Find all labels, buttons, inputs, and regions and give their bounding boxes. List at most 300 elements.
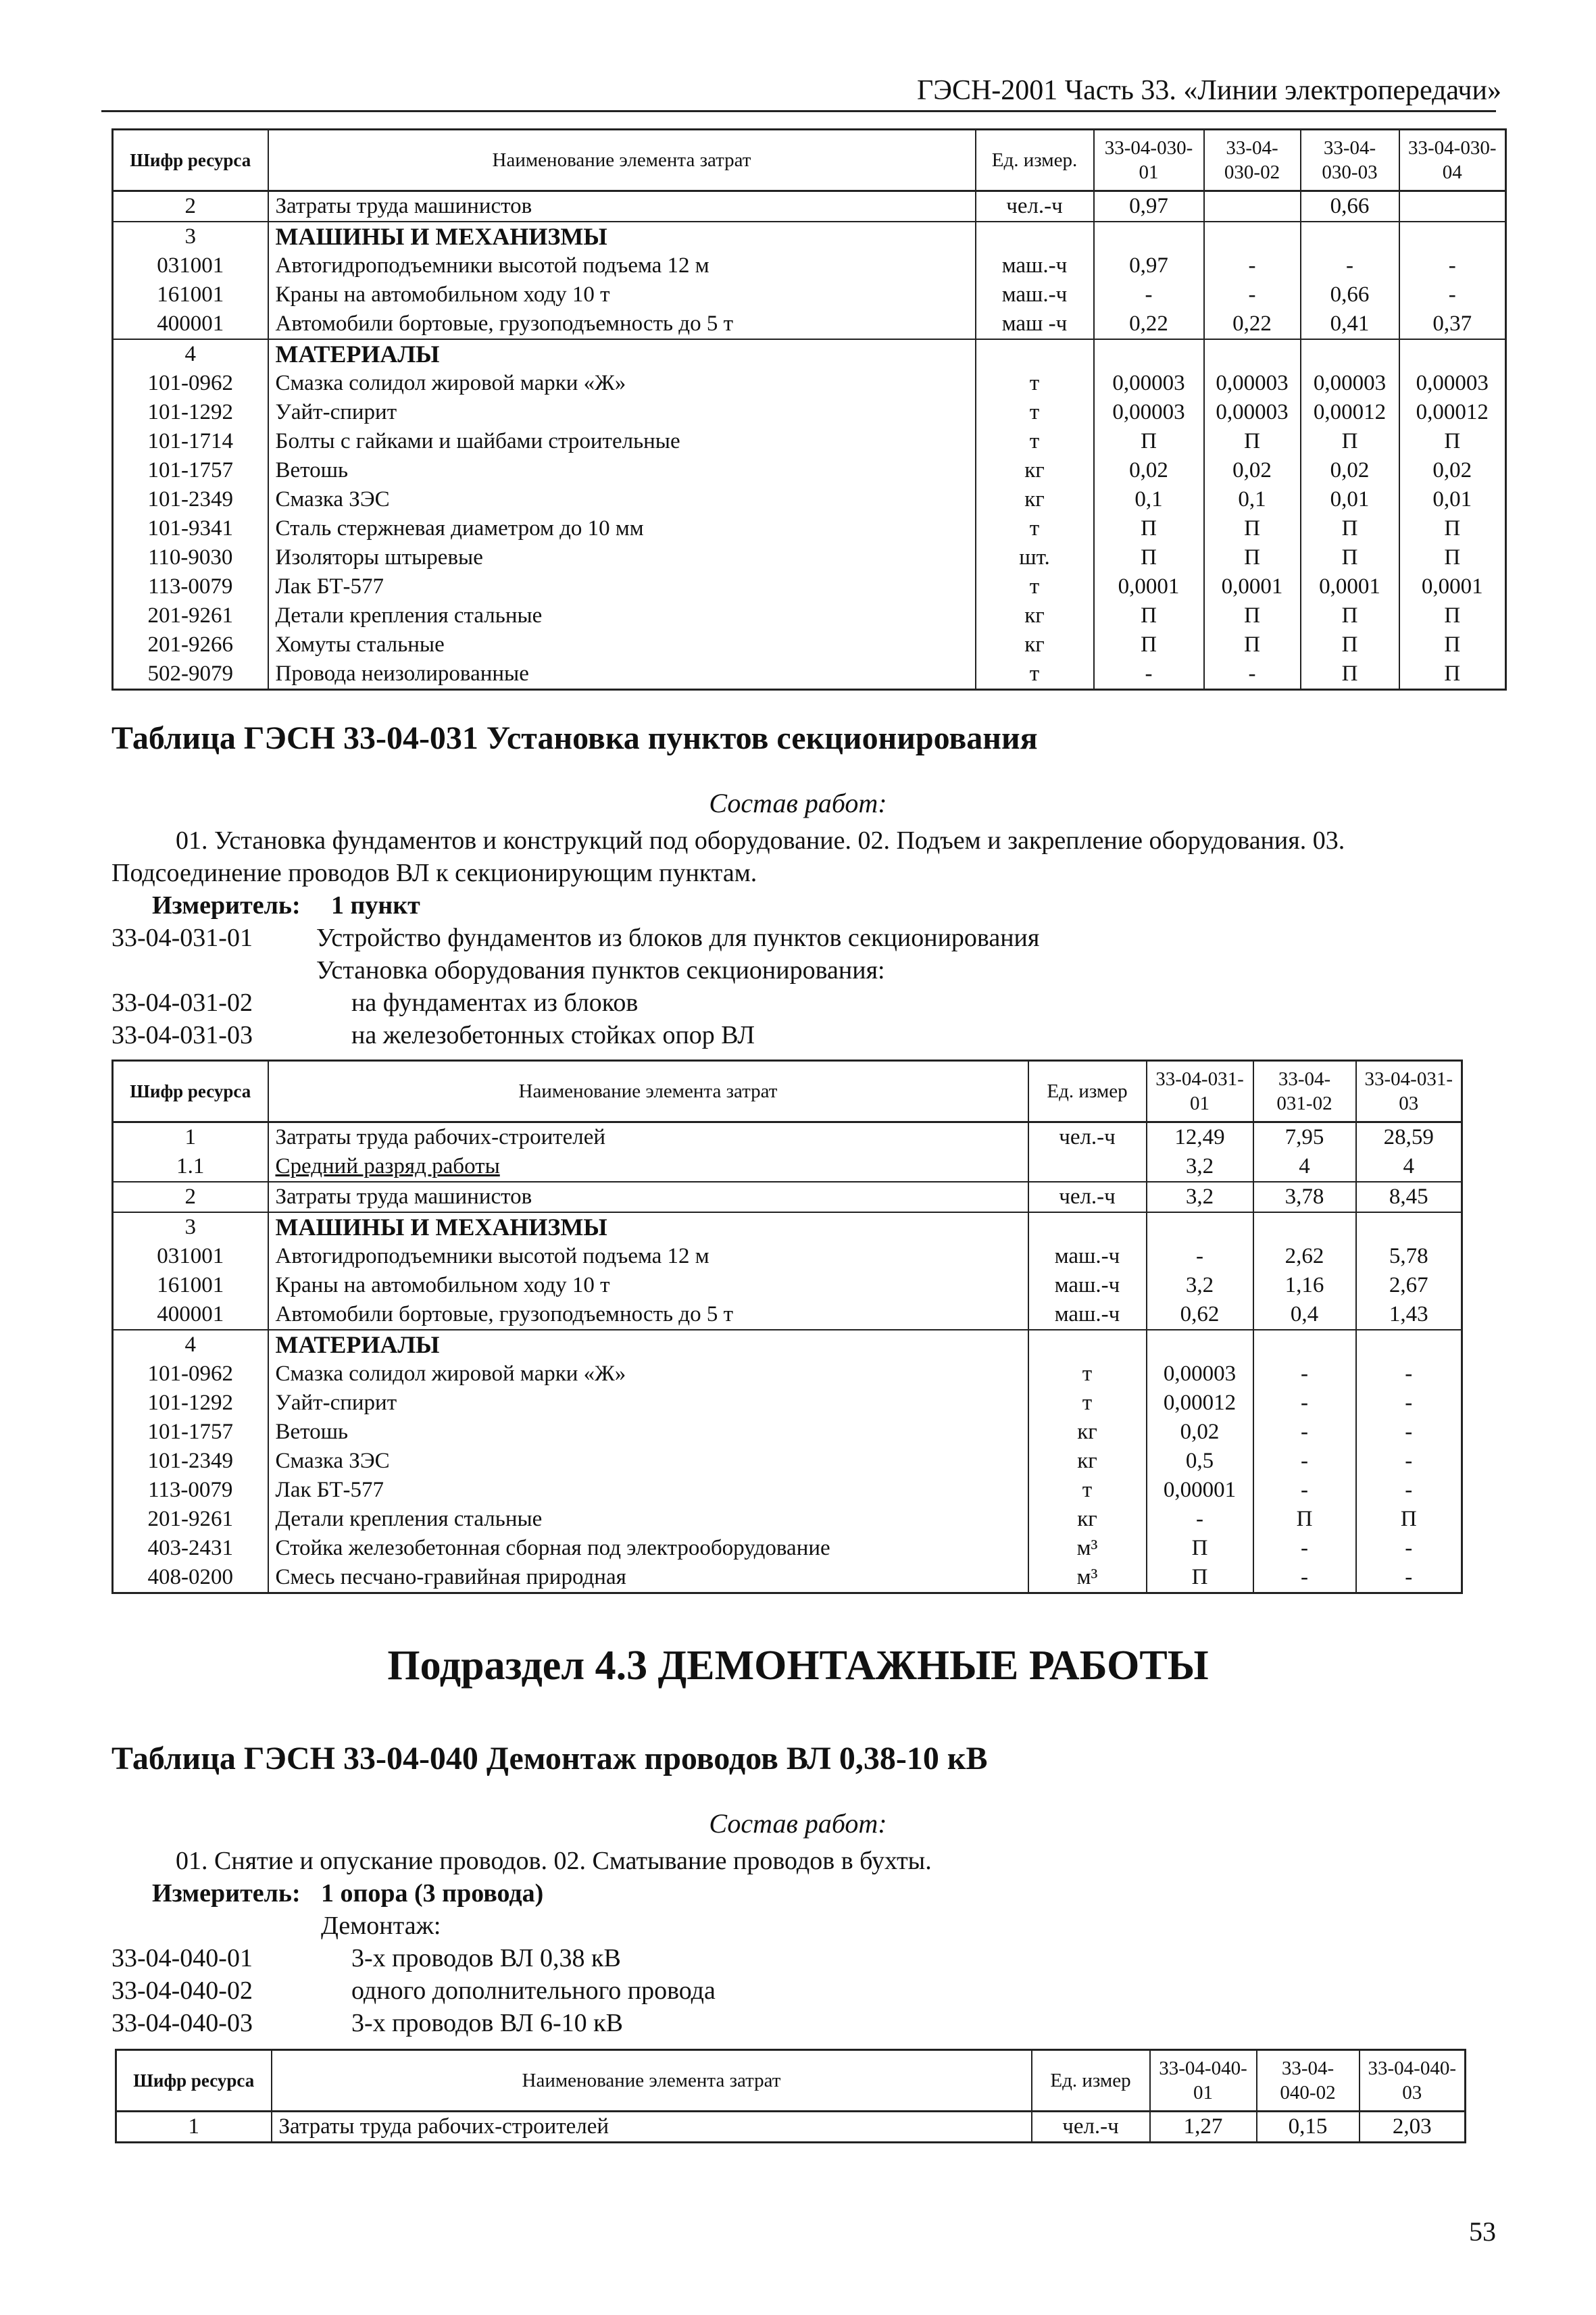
cell-value: 0,37 [1399,309,1506,339]
cell-unit [976,222,1094,251]
cell-code: 101-0962 [113,369,268,398]
cell-value: - [1253,1534,1356,1563]
col-header-name: Наименование элемента затрат [268,1061,1028,1122]
cell-code: 031001 [113,1242,268,1271]
col-header-name: Наименование элемента затрат [272,2050,1032,2112]
cell-value: - [1356,1360,1462,1389]
cell-code: 1.1 [113,1152,268,1182]
cell-value: 5,78 [1356,1242,1462,1271]
table-row [113,251,1506,280]
cell-value: 0,02 [1204,456,1301,485]
cell-unit: кг [1028,1418,1147,1447]
cell-unit: кг [1028,1447,1147,1476]
cell-value: 0,66 [1301,280,1399,309]
table-row [113,1476,1462,1505]
cell-code: 101-1757 [113,456,268,485]
composition-label: Состав работ: [709,788,887,818]
cell-unit: т [976,427,1094,456]
cell-value [1399,222,1506,251]
cell-value: 0,97 [1094,251,1204,280]
cell-value: 0,00003 [1204,398,1301,427]
cell-name: Затраты труда машинистов [268,1182,1028,1212]
cell-unit: маш.-ч [1028,1242,1147,1271]
cell-code: 2 [113,191,268,222]
cell-unit: м³ [1028,1534,1147,1563]
cell-value: 0,02 [1147,1418,1253,1447]
cell-unit: чел.-ч [1032,2112,1150,2143]
cell-unit: т [976,572,1094,601]
cell-value: - [1204,251,1301,280]
cell-name: Смазка ЗЭС [268,1447,1028,1476]
cell-value: П [1301,601,1399,630]
cell-value: 3,2 [1147,1152,1253,1182]
cell-value [1253,1330,1356,1360]
cell-value: П [1399,659,1506,690]
table-row [113,427,1506,456]
norm-text: одного дополнительного провода [351,1976,716,2005]
cell-unit [1028,1152,1147,1182]
cell-value: 0,01 [1399,485,1506,514]
norm-text: Демонтаж: [321,1912,441,1940]
resource-table-030 [111,128,1507,691]
cell-value: 3,78 [1253,1182,1356,1212]
cell-name: Смазка солидол жировой марки «Ж» [268,369,976,398]
cell-name: Провода неизолированные [268,659,976,690]
cell-value: П [1301,659,1399,690]
cell-value [1147,1330,1253,1360]
cell-code: 101-9341 [113,514,268,543]
cell-name: Хомуты стальные [268,630,976,659]
table-row [113,1271,1462,1300]
cell-value: П [1399,630,1506,659]
cell-value: - [1094,280,1204,309]
cell-value: 0,0001 [1301,572,1399,601]
cell-value: - [1356,1476,1462,1505]
cell-code: 161001 [113,1271,268,1300]
cell-name: Болты с гайками и шайбами строительные [268,427,976,456]
cell-value: - [1356,1534,1462,1563]
cell-name: Смесь песчано-гравийная природная [268,1563,1028,1593]
norm-text: 3-х проводов ВЛ 6-10 кВ [351,2009,623,2037]
cell-unit: маш.-ч [976,280,1094,309]
cell-value [1204,222,1301,251]
cell-value: - [1204,659,1301,690]
cell-value: 3,2 [1147,1271,1253,1300]
cell-code: 101-1714 [113,427,268,456]
cell-code: 101-0962 [113,1360,268,1389]
cell-unit: кг [976,630,1094,659]
meter-label: Измеритель: [152,891,301,920]
cell-unit: маш -ч [976,309,1094,339]
cell-value: - [1356,1418,1462,1447]
norm-text: на железобетонных стойках опор ВЛ [351,1021,755,1049]
table-row [113,1122,1462,1153]
cell-name: МАШИНЫ И МЕХАНИЗМЫ [268,222,976,251]
meter-value: 1 опора (3 провода) [321,1879,544,1908]
norm-text: Устройство фундаментов из блоков для пунктов секционирования [316,924,1040,952]
table-row [113,1360,1462,1389]
cell-value: 0,00012 [1147,1389,1253,1418]
cell-code: 1 [113,1122,268,1153]
cell-code: 201-9261 [113,1505,268,1534]
cell-code: 110-9030 [113,543,268,572]
cell-value: 0,00003 [1204,369,1301,398]
cell-name: Смазка солидол жировой марки «Ж» [268,1360,1028,1389]
cell-code: 2 [113,1182,268,1212]
col-header-norm: 33-04-030-02 [1204,130,1301,191]
cell-unit: т [1028,1360,1147,1389]
cell-value [1147,1212,1253,1242]
cell-name: Затраты труда рабочих-строителей [272,2112,1032,2143]
table-row [113,398,1506,427]
cell-value: 8,45 [1356,1182,1462,1212]
cell-value: - [1399,280,1506,309]
cell-unit: маш.-ч [976,251,1094,280]
col-header-norm: 33-04-031-02 [1253,1061,1356,1122]
cell-value: 0,00003 [1094,369,1204,398]
cell-value: П [1399,514,1506,543]
cell-value: - [1147,1505,1253,1534]
col-header-norm: 33-04-030-03 [1301,130,1399,191]
cell-value: 0,00003 [1094,398,1204,427]
cell-value: - [1253,1447,1356,1476]
resource-table-031 [111,1060,1463,1594]
cell-name: Автомобили бортовые, грузоподъемность до 5 т [268,309,976,339]
table-row [113,222,1506,251]
cell-code: 400001 [113,309,268,339]
cell-name: Изоляторы штыревые [268,543,976,572]
cell-value: 0,41 [1301,309,1399,339]
cell-unit: чел.-ч [1028,1182,1147,1212]
table-row [113,1534,1462,1563]
cell-code: 101-2349 [113,485,268,514]
table-row [113,485,1506,514]
cell-code: 201-9266 [113,630,268,659]
cell-value: 0,00003 [1301,369,1399,398]
norm-code: 33-04-031-01 [111,924,253,952]
cell-value: П [1094,630,1204,659]
cell-value [1301,222,1399,251]
cell-name: Автогидроподъемники высотой подъема 12 м [268,1242,1028,1271]
table-row [116,2112,1466,2143]
table-row [113,1505,1462,1534]
col-header-norm: 33-04-031-03 [1356,1061,1462,1122]
cell-name: Средний разряд работы [268,1152,1028,1182]
subsection-title: Подраздел 4.3 ДЕМОНТАЖНЫЕ РАБОТЫ [387,1643,1209,1689]
col-header-norm: 33-04-030-04 [1399,130,1506,191]
table-row [113,1563,1462,1593]
cell-name: Автомобили бортовые, грузоподъемность до 5 т [268,1300,1028,1330]
cell-code: 3 [113,1212,268,1242]
cell-unit [976,339,1094,369]
cell-value: 0,22 [1094,309,1204,339]
cell-code: 400001 [113,1300,268,1330]
cell-name: Уайт-спирит [268,1389,1028,1418]
cell-unit: т [976,514,1094,543]
cell-value: 0,00001 [1147,1476,1253,1505]
table-row [113,369,1506,398]
cell-unit: кг [976,456,1094,485]
table-row [113,280,1506,309]
cell-unit: чел.-ч [1028,1122,1147,1153]
cell-value: П [1147,1563,1253,1593]
cell-value: П [1399,543,1506,572]
cell-name: МАШИНЫ И МЕХАНИЗМЫ [268,1212,1028,1242]
table-row [113,1300,1462,1330]
cell-code: 1 [116,2112,272,2143]
col-header-norm: 33-04-040-02 [1257,2050,1360,2112]
table-title-031: Таблица ГЭСН 33-04-031 Установка пунктов секционирования [111,720,1038,756]
cell-value: - [1253,1563,1356,1593]
cell-value: 0,22 [1204,309,1301,339]
cell-unit [1028,1212,1147,1242]
cell-value: 0,62 [1147,1300,1253,1330]
cell-value: - [1356,1389,1462,1418]
cell-unit: кг [1028,1505,1147,1534]
cell-value: 0,00012 [1301,398,1399,427]
cell-value: 0,1 [1094,485,1204,514]
cell-value: 2,62 [1253,1242,1356,1271]
cell-value: - [1253,1389,1356,1418]
cell-name: Стойка железобетонная сборная под электрооборудование [268,1534,1028,1563]
table-row [113,309,1506,339]
table-row [113,1389,1462,1418]
cell-name: Детали крепления стальные [268,601,976,630]
table-row [113,339,1506,369]
col-header-code: Шифр ресурса [113,1061,268,1122]
table-row [113,1330,1462,1360]
cell-value [1399,191,1506,222]
cell-value [1356,1212,1462,1242]
cell-value: П [1204,427,1301,456]
cell-name: Краны на автомобильном ходу 10 т [268,280,976,309]
cell-value: 0,02 [1094,456,1204,485]
cell-value: - [1356,1447,1462,1476]
cell-name: Ветошь [268,1418,1028,1447]
cell-code: 3 [113,222,268,251]
cell-value: П [1204,514,1301,543]
cell-value: 0,0001 [1204,572,1301,601]
cell-code: 113-0079 [113,1476,268,1505]
cell-name: Автогидроподъемники высотой подъема 12 м [268,251,976,280]
cell-unit: т [976,659,1094,690]
col-header-unit: Ед. измер [1032,2050,1150,2112]
cell-code: 101-1292 [113,1389,268,1418]
page-number: 53 [1469,2216,1496,2247]
cell-name: Ветошь [268,456,976,485]
cell-value: П [1356,1505,1462,1534]
composition-label: Состав работ: [709,1808,887,1839]
header-rule [101,110,1496,112]
col-header-code: Шифр ресурса [116,2050,272,2112]
cell-unit [1028,1330,1147,1360]
cell-unit: кг [976,485,1094,514]
page-header-title: ГЭСН-2001 Часть 33. «Линии электропередачи» [916,75,1501,106]
cell-value: П [1253,1505,1356,1534]
table-row [113,601,1506,630]
col-header-unit: Ед. измер [1028,1061,1147,1122]
col-header-norm: 33-04-040-01 [1150,2050,1257,2112]
cell-name: Детали крепления стальные [268,1505,1028,1534]
cell-unit: маш.-ч [1028,1271,1147,1300]
cell-value: 1,43 [1356,1300,1462,1330]
cell-name: Уайт-спирит [268,398,976,427]
table-row [113,543,1506,572]
table-row [113,1182,1462,1212]
composition-text: 01. Снятие и опускание проводов. 02. Сматывание проводов в бухты. [176,1847,932,1875]
norm-text: 3-х проводов ВЛ 0,38 кВ [351,1944,621,1972]
cell-value: П [1301,630,1399,659]
cell-value: 0,00012 [1399,398,1506,427]
norm-code: 33-04-031-02 [111,989,253,1017]
meter-label: Измеритель: [152,1879,301,1908]
table-row [113,456,1506,485]
col-header-name: Наименование элемента затрат [268,130,976,191]
cell-unit: м³ [1028,1563,1147,1593]
cell-name: Сталь стержневая диаметром до 10 мм [268,514,976,543]
cell-value: 1,16 [1253,1271,1356,1300]
cell-value: П [1204,601,1301,630]
table-row [113,1242,1462,1271]
cell-code: 101-1757 [113,1418,268,1447]
meter-value: 1 пункт [331,891,420,920]
cell-name: Смазка ЗЭС [268,485,976,514]
cell-value: 12,49 [1147,1122,1253,1153]
cell-value: 28,59 [1356,1122,1462,1153]
table-row [113,1152,1462,1182]
cell-value: - [1301,251,1399,280]
cell-code: 161001 [113,280,268,309]
cell-value: 0,15 [1257,2112,1360,2143]
cell-unit: кг [976,601,1094,630]
cell-value: 0,97 [1094,191,1204,222]
table-row [113,572,1506,601]
table-row [113,514,1506,543]
norm-text: Установка оборудования пунктов секционирования: [316,956,885,985]
cell-value: 0,0001 [1399,572,1506,601]
col-header-norm: 33-04-031-01 [1147,1061,1253,1122]
cell-value: П [1147,1534,1253,1563]
cell-value: П [1301,427,1399,456]
cell-value: - [1094,659,1204,690]
cell-value [1094,222,1204,251]
cell-value: П [1204,630,1301,659]
composition-text: 01. Установка фундаментов и конструкций под оборудование. 02. Подъем и закрепление оборудования. 03. [176,826,1345,855]
cell-value: П [1399,601,1506,630]
table-row [113,1418,1462,1447]
resource-table-040 [115,2049,1466,2143]
cell-value: 0,02 [1399,456,1506,485]
table-row [113,1212,1462,1242]
cell-code: 113-0079 [113,572,268,601]
table-row [113,659,1506,690]
cell-code: 4 [113,339,268,369]
cell-value [1094,339,1204,369]
cell-unit: т [1028,1389,1147,1418]
cell-value: 0,4 [1253,1300,1356,1330]
table-row [113,630,1506,659]
cell-value [1356,1330,1462,1360]
cell-value: П [1301,514,1399,543]
cell-unit: чел.-ч [976,191,1094,222]
table-row [113,1447,1462,1476]
cell-name: МАТЕРИАЛЫ [268,1330,1028,1360]
cell-value [1399,339,1506,369]
cell-name: Затраты труда машинистов [268,191,976,222]
cell-name: Лак БТ-577 [268,572,976,601]
cell-value: - [1253,1476,1356,1505]
cell-value: 0,01 [1301,485,1399,514]
cell-value: 0,00003 [1399,369,1506,398]
cell-value: - [1253,1418,1356,1447]
cell-code: 031001 [113,251,268,280]
cell-unit: т [976,369,1094,398]
cell-value: - [1253,1360,1356,1389]
cell-name: Затраты труда рабочих-строителей [268,1122,1028,1153]
cell-value [1204,191,1301,222]
cell-value: 0,1 [1204,485,1301,514]
norm-code: 33-04-040-03 [111,2009,253,2037]
cell-code: 4 [113,1330,268,1360]
cell-value: 2,67 [1356,1271,1462,1300]
cell-value: 0,02 [1301,456,1399,485]
cell-name: Лак БТ-577 [268,1476,1028,1505]
table-row [113,191,1506,222]
cell-value: П [1094,601,1204,630]
cell-value: 1,27 [1150,2112,1257,2143]
cell-code: 502-9079 [113,659,268,690]
norm-code: 33-04-031-03 [111,1021,253,1049]
cell-name: МАТЕРИАЛЫ [268,339,976,369]
cell-code: 101-1292 [113,398,268,427]
cell-code: 101-2349 [113,1447,268,1476]
cell-code: 408-0200 [113,1563,268,1593]
cell-value: 3,2 [1147,1182,1253,1212]
cell-value: - [1399,251,1506,280]
cell-unit: шт. [976,543,1094,572]
cell-code: 201-9261 [113,601,268,630]
cell-value: 4 [1356,1152,1462,1182]
cell-value: - [1204,280,1301,309]
cell-value: - [1147,1242,1253,1271]
cell-unit: маш.-ч [1028,1300,1147,1330]
cell-value: 0,0001 [1094,572,1204,601]
cell-unit: т [1028,1476,1147,1505]
col-header-norm: 33-04-030-01 [1094,130,1204,191]
cell-value [1253,1212,1356,1242]
cell-value [1204,339,1301,369]
cell-value: П [1204,543,1301,572]
cell-value: - [1356,1563,1462,1593]
table-title-040: Таблица ГЭСН 33-04-040 Демонтаж проводов ВЛ 0,38-10 кВ [111,1741,988,1776]
composition-text: Подсоединение проводов ВЛ к секционирующим пунктам. [111,859,757,887]
cell-value: П [1094,543,1204,572]
cell-value: П [1094,427,1204,456]
col-header-code: Шифр ресурса [113,130,268,191]
cell-value: П [1094,514,1204,543]
cell-value: 0,66 [1301,191,1399,222]
cell-name: Краны на автомобильном ходу 10 т [268,1271,1028,1300]
cell-value: 4 [1253,1152,1356,1182]
col-header-norm: 33-04-040-03 [1360,2050,1466,2112]
cell-value: 7,95 [1253,1122,1356,1153]
norm-code: 33-04-040-02 [111,1976,253,2005]
col-header-unit: Ед. измер. [976,130,1094,191]
cell-value: П [1399,427,1506,456]
cell-value: 0,00003 [1147,1360,1253,1389]
cell-value: 0,5 [1147,1447,1253,1476]
cell-code: 403-2431 [113,1534,268,1563]
